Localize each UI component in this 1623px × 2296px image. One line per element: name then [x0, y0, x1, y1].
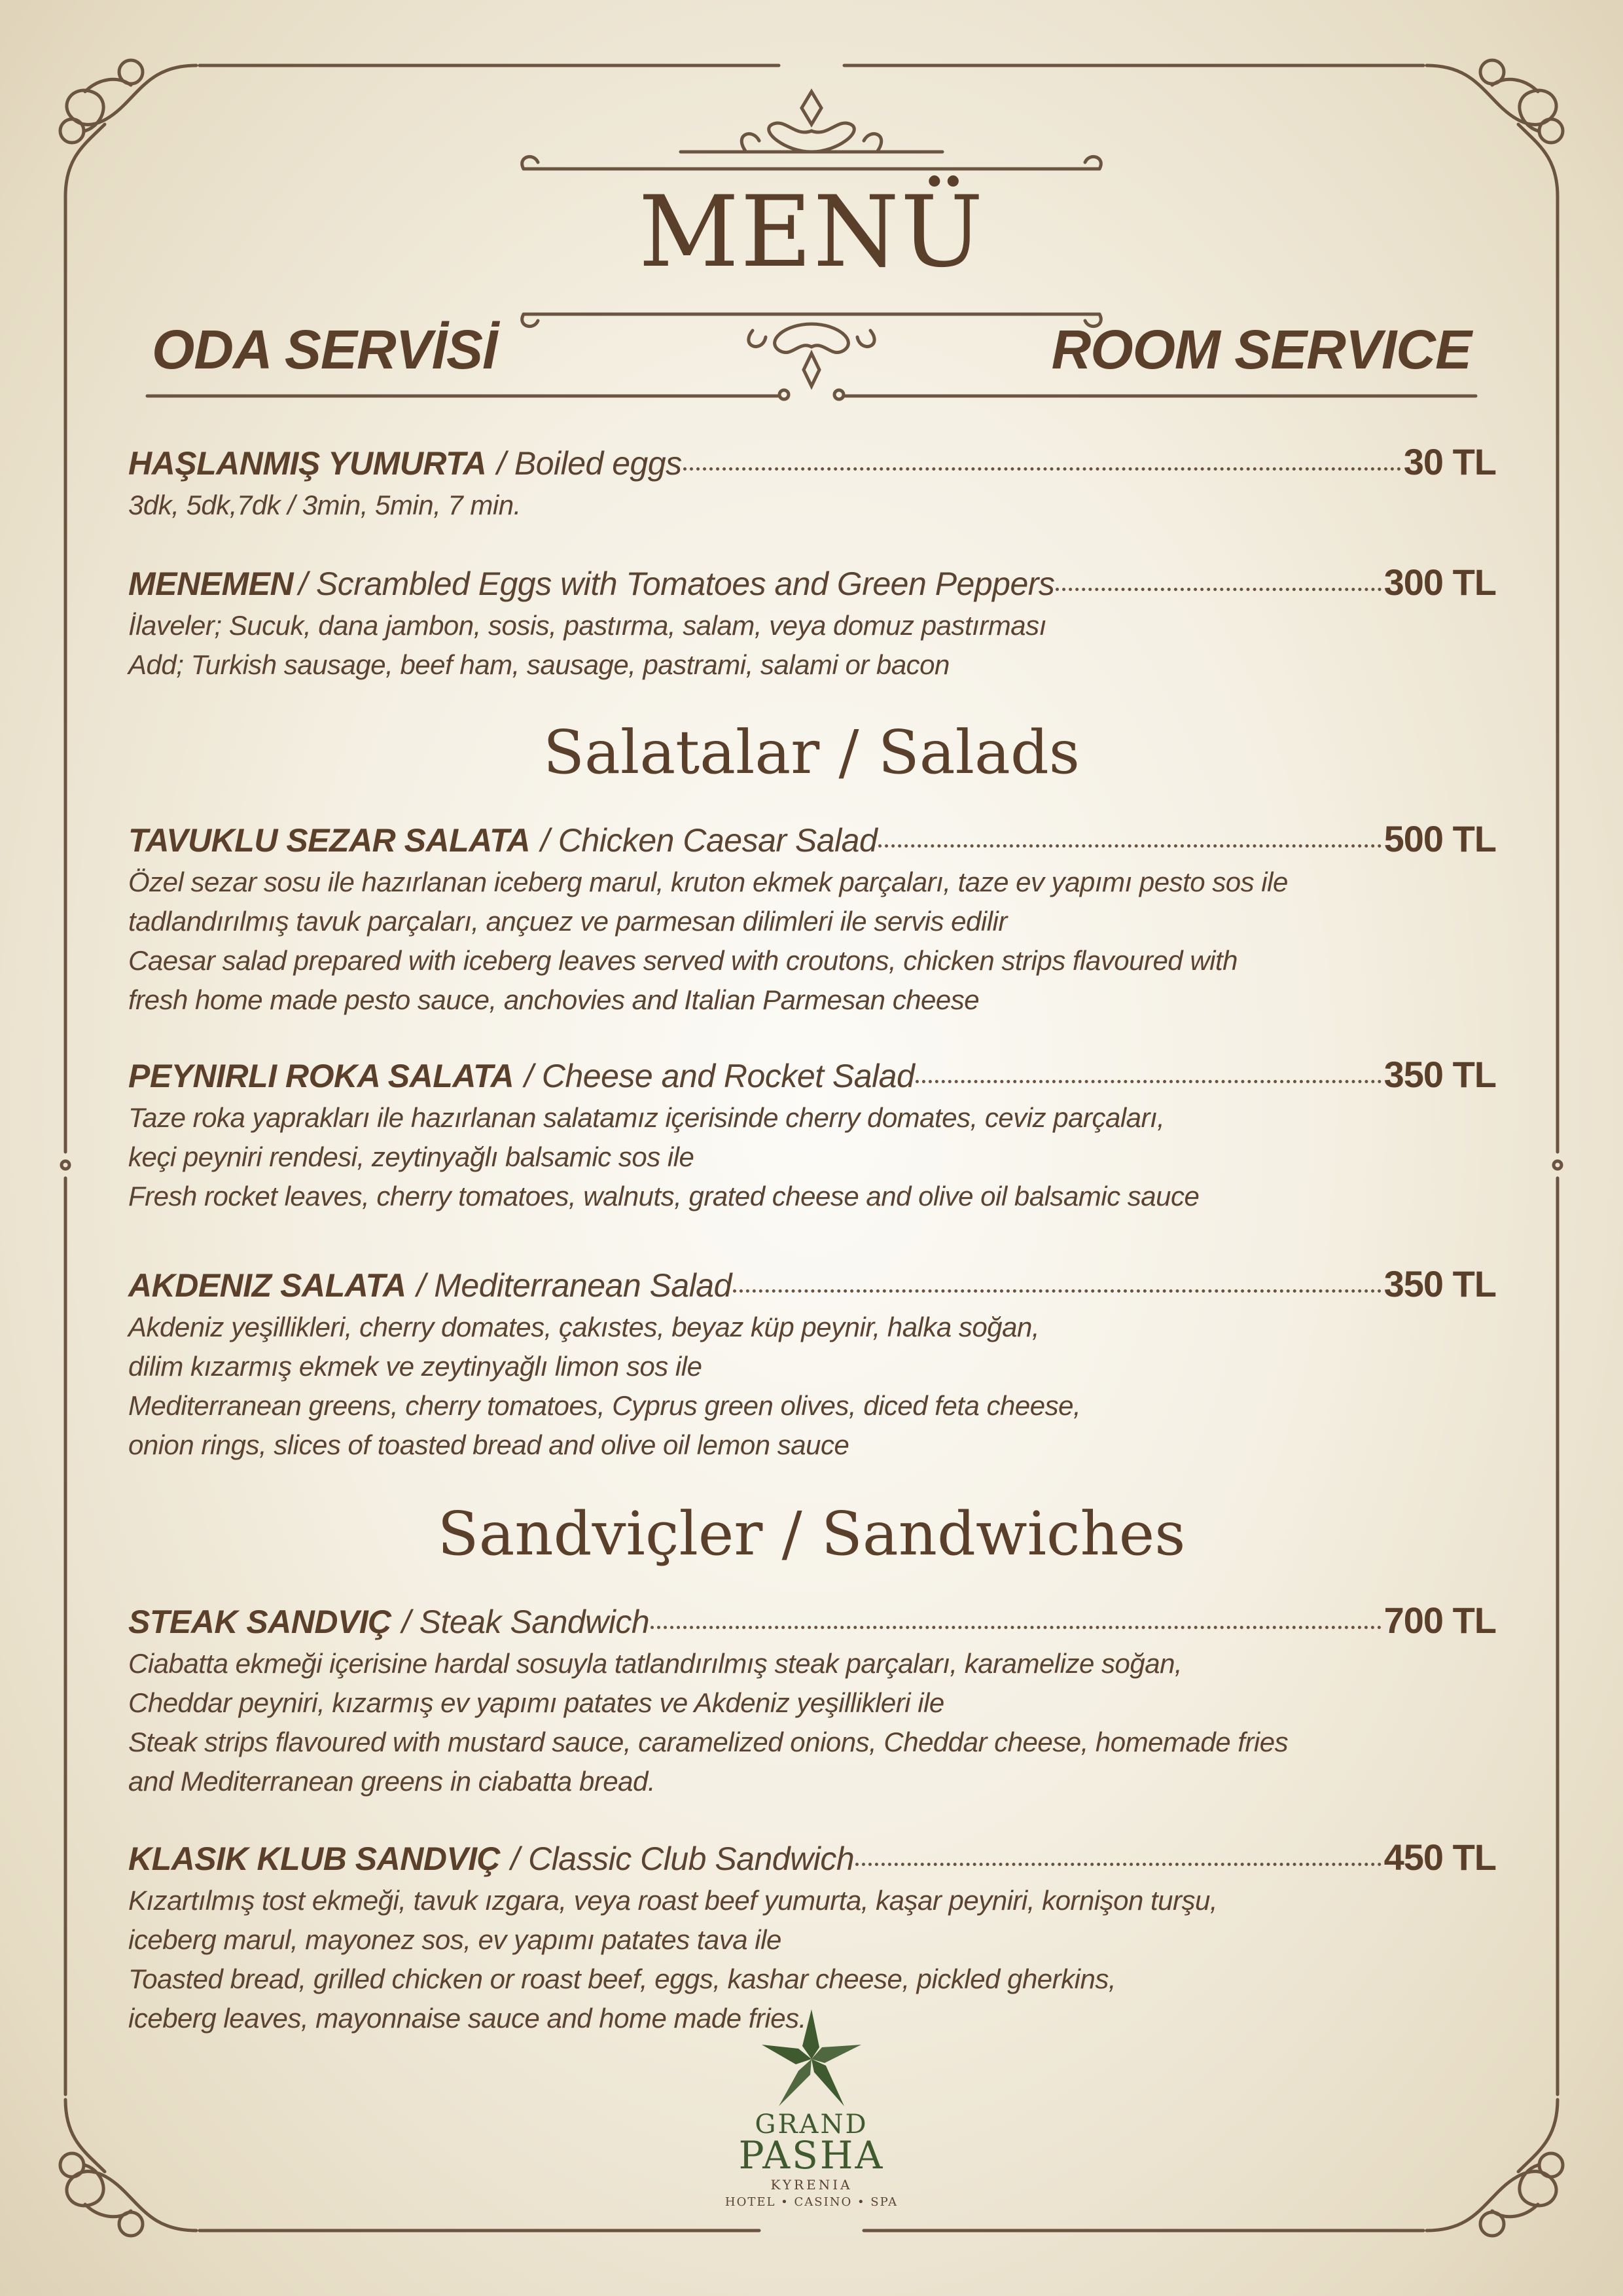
item-name: AKDENIZ SALATA — [128, 1267, 406, 1304]
item-english-name: / Steak Sandwich — [401, 1604, 650, 1640]
logo-text-kyrenia: KYRENIA — [770, 2177, 853, 2193]
description-line: 3dk, 5dk,7dk / 3min, 5min, 7 min. — [128, 490, 521, 520]
dot-leader — [855, 1863, 1381, 1866]
description-line: and Mediterranean greens in ciabatta bread. — [128, 1766, 656, 1797]
description-line: Özel sezar sosu ile hazırlanan iceberg marul, kruton ekmek parçaları, taze ev yapımı pesto sos ile — [128, 867, 1288, 897]
description-line: tadlandırılmış tavuk parçaları, ançuez ve parmesan dilimleri ile servis edilir — [128, 906, 1007, 937]
dot-leader — [683, 467, 1401, 471]
item-price: 300 TL — [1383, 562, 1496, 603]
item-name: STEAK SANDVIÇ — [128, 1604, 391, 1640]
description-line: Fresh rocket leaves, cherry tomatoes, walnuts, grated cheese and olive oil balsamic sauce — [128, 1181, 1200, 1211]
item-name: TAVUKLU SEZAR SALATA — [128, 822, 531, 859]
description-line: Toasted bread, grilled chicken or roast beef, eggs, kashar cheese, pickled gherkins, — [128, 1964, 1116, 1994]
item-description — [128, 606, 1496, 685]
item-description — [128, 863, 1496, 1020]
section-heading-salads: Salatalar / Salads — [543, 717, 1080, 787]
description-line: Caesar salad prepared with iceberg leaves served with croutons, chicken strips flavoured with — [128, 945, 1238, 976]
menu-item-chicken-caesar-salad — [128, 819, 1496, 1020]
item-price: 500 TL — [1383, 818, 1496, 859]
menu-item-mediterranean-salad — [128, 1265, 1496, 1465]
menu-title: MENÜ — [638, 175, 985, 289]
item-description — [128, 1308, 1496, 1465]
description-line: keçi peyniri rendesi, zeytinyağlı balsamic sos ile — [128, 1141, 694, 1172]
description-line: fresh home made pesto sauce, anchovies and Italian Parmesan cheese — [128, 984, 980, 1015]
menu-item-menemen — [128, 563, 1496, 685]
description-line: Akdeniz yeşillikleri, cherry domates, çakıstes, beyaz küp peynir, halka soğan, — [128, 1312, 1040, 1342]
item-english-name: / Chicken Caesar Salad — [541, 822, 878, 859]
menu-item-boiled-eggs — [128, 442, 1496, 525]
dot-leader — [733, 1289, 1382, 1293]
dot-leader — [1056, 588, 1381, 591]
header-label-english: ROOM SERVICE — [1051, 319, 1471, 380]
description-line: dilim kızarmış ekmek ve zeytinyağlı limon sos ile — [128, 1351, 702, 1382]
description-line: iceberg marul, mayonez sos, ev yapımı patates tava ile — [128, 1924, 781, 1955]
item-description — [128, 486, 1496, 525]
item-description — [128, 1644, 1496, 1801]
section-heading-sandwiches: Sandviçler / Sandwiches — [437, 1499, 1186, 1569]
description-line: Mediterranean greens, cherry tomatoes, Cyprus green olives, diced feta cheese, — [128, 1390, 1081, 1421]
description-line: Add; Turkish sausage, beef ham, sausage, pastrami, salami or bacon — [128, 649, 950, 680]
description-line: Kızartılmış tost ekmeği, tavuk ızgara, veya roast beef yumurta, kaşar peyniri, kornişon turşu, — [128, 1885, 1218, 1916]
item-english-name: / Classic Club Sandwich — [510, 1840, 855, 1877]
item-price: 350 TL — [1383, 1263, 1496, 1304]
item-name: MENEMEN — [128, 565, 294, 602]
item-english-name: / Cheese and Rocket Salad — [524, 1058, 915, 1094]
item-price: 700 TL — [1383, 1600, 1496, 1641]
logo-text-hotel-casino-spa: HOTEL • CASINO • SPA — [724, 2195, 899, 2209]
description-line: İlaveler; Sucuk, dana jambon, sosis, pastırma, salam, veya domuz pastırması — [128, 610, 1046, 641]
item-price: 30 TL — [1403, 441, 1496, 482]
description-line: Ciabatta ekmeği içerisine hardal sosuyla tatlandırılmış steak parçaları, karamelize soğan, — [128, 1648, 1183, 1679]
item-price: 350 TL — [1383, 1054, 1496, 1095]
dot-leader — [916, 1080, 1381, 1083]
item-description — [128, 1098, 1496, 1216]
dot-leader — [651, 1626, 1381, 1629]
item-english-name: / Mediterranean Salad — [416, 1267, 732, 1304]
menu-item-cheese-rocket-salad — [128, 1055, 1496, 1216]
description-line: onion rings, slices of toasted bread and olive oil lemon sauce — [128, 1429, 849, 1460]
logo-text-grand: GRAND — [755, 2109, 868, 2140]
corner-ornament-tl — [60, 60, 196, 196]
item-price: 450 TL — [1383, 1837, 1496, 1878]
item-name: HAŞLANMIŞ YUMURTA — [128, 445, 487, 482]
description-line: iceberg leaves, mayonnaise sauce and home made fries. — [128, 2003, 806, 2034]
item-english-name: / Boiled eggs — [497, 445, 682, 482]
logo-text-pasha: PASHA — [738, 2133, 885, 2178]
dot-leader — [878, 844, 1381, 848]
header-label-turkish: ODA SERVİSİ — [152, 319, 497, 380]
item-name: PEYNIRLI ROKA SALATA — [128, 1058, 514, 1094]
description-line: Steak strips flavoured with mustard sauce, caramelized onions, Cheddar cheese, homemade fries — [128, 1727, 1289, 1757]
menu-item-steak-sandwich — [128, 1601, 1496, 1801]
item-name: KLASIK KLUB SANDVIÇ — [128, 1840, 501, 1877]
description-line: Cheddar peyniri, kızarmış ev yapımı patates ve Akdeniz yeşillikleri ile — [128, 1687, 944, 1718]
star-logo-icon — [759, 2007, 864, 2111]
item-english-name: / Scrambled Eggs with Tomatoes and Green Peppers — [298, 565, 1055, 602]
description-line: Taze roka yaprakları ile hazırlanan salatamız içerisinde cherry domates, ceviz parçaları, — [128, 1102, 1165, 1133]
